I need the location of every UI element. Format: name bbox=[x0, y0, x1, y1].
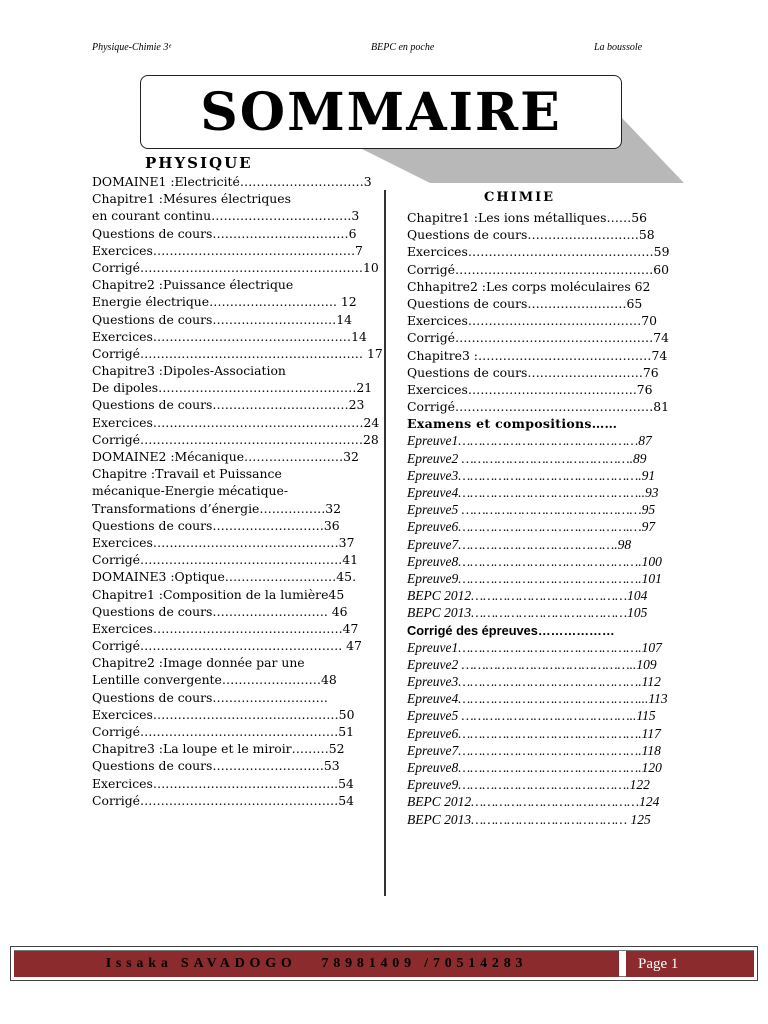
toc-line: Chapitre3 :Dipoles-Association bbox=[92, 363, 286, 379]
title-banner bbox=[140, 75, 622, 149]
toc-line: Corrigé……………………………………………… 17 bbox=[92, 345, 383, 361]
toc-line: mécanique-Energie mécatique- bbox=[92, 483, 289, 499]
toc-line: Epreuve2 …………………………………….89 bbox=[407, 450, 647, 466]
toc-line: Epreuve7……………………………………….118 bbox=[407, 742, 661, 758]
footer-bar bbox=[10, 946, 758, 981]
toc-line: Questions de cours……………………………23 bbox=[92, 397, 365, 413]
examens-heading: Examens et compositions…… bbox=[407, 416, 618, 432]
toc-line: DOMAINE3 :Optique………………………45. bbox=[92, 569, 357, 585]
toc-line: Questions de cours……………………65 bbox=[407, 295, 643, 311]
header-left: Physique-Chimie 3ᵉ bbox=[92, 42, 171, 53]
toc-line: BEPC 2013…………………………………105 bbox=[407, 605, 648, 621]
page-title: SOMMAIRE bbox=[200, 81, 562, 143]
chimie-heading: CHIMIE bbox=[484, 190, 556, 205]
toc-line: Chapitre3 :……………………………………74 bbox=[407, 347, 668, 363]
toc-line: Chhapitre2 :Les corps moléculaires 62 bbox=[407, 278, 651, 294]
toc-line: Epreuve3……………………………………….112 bbox=[407, 674, 661, 690]
toc-line: Chapitre1 :Les ions métalliques……56 bbox=[407, 210, 648, 225]
toc-line: Energie électrique…………………………. 12 bbox=[92, 294, 357, 310]
toc-line: Epreuve6……………………………………….117 bbox=[407, 725, 661, 741]
toc-line: Epreuve6…………………………………….…97 bbox=[407, 519, 656, 535]
toc-line: Epreuve8……………………………………….120 bbox=[407, 760, 662, 775]
toc-line: Chapitre2 :Image donnée par une bbox=[92, 655, 305, 671]
corrige-heading: Corrigé des épreuves……………… bbox=[407, 622, 615, 638]
physique-heading: PHYSIQUE bbox=[145, 154, 253, 172]
toc-line: BEPC 2013………………………………… 125 bbox=[407, 811, 651, 827]
toc-line: Questions de cours………………………. 46 bbox=[92, 603, 348, 619]
toc-line: Epreuve9……………………………………….101 bbox=[407, 570, 662, 586]
toc-line: Epreuve5 ……………………………………..115 bbox=[407, 708, 656, 724]
toc-line: Exercices…………………………………………14 bbox=[92, 328, 367, 344]
toc-line: Corrigé………………………………………………28 bbox=[92, 431, 379, 447]
toc-line: Epreuve4………………………………………..93 bbox=[407, 485, 659, 500]
toc-line: DOMAINE2 :Mécanique……………………32 bbox=[92, 449, 359, 464]
toc-line: Questions de cours………………………53 bbox=[92, 758, 340, 774]
page-number: Page 1 bbox=[626, 951, 754, 977]
header-right: La boussole bbox=[594, 42, 643, 53]
toc-line: Questions de cours………………………36 bbox=[92, 517, 340, 533]
toc-line: Corrigé…………………………………………54 bbox=[92, 792, 355, 808]
toc-line: BEPC 2012……………………………………124 bbox=[407, 794, 660, 810]
toc-line: Corrigé…………………………………………81 bbox=[407, 399, 670, 415]
author-contact: Issaka SAVADOGO 78981409 /70514283 bbox=[14, 951, 619, 977]
toc-line: Chapitre1 :Mésures électriques bbox=[92, 191, 291, 207]
toc-line: Chapitre1 :Composition de la lumière45 bbox=[92, 586, 345, 602]
toc-line: Questions de cours……………………….76 bbox=[407, 364, 659, 380]
toc-line: DOMAINE1 :Electricité…………………………3 bbox=[92, 174, 372, 189]
toc-line: Exercices…………….…………………….76 bbox=[407, 381, 653, 397]
toc-line: Exercices……………………………………….47 bbox=[92, 620, 359, 636]
toc-line: Epreuve4………………………………………...113 bbox=[407, 691, 668, 707]
toc-line: Epreuve1………………………………………87 bbox=[407, 433, 652, 449]
toc-line: Epreuve8……………………………………….100 bbox=[407, 553, 662, 569]
toc-line: en courant continu…………………………….3 bbox=[92, 208, 360, 224]
toc-line: Exercices………………………………………50 bbox=[92, 706, 355, 722]
toc-line: Exercices………………………………………37 bbox=[92, 534, 355, 550]
toc-line: Chapitre3 :La loupe et le miroir………52 bbox=[92, 741, 345, 757]
toc-line: Corrigé…………………………………………. 47 bbox=[92, 638, 362, 654]
chimie-toc bbox=[407, 209, 669, 828]
toc-line: Epreuve7………………………………….98 bbox=[407, 536, 632, 552]
toc-line: Corrigé…………………………………………60 bbox=[407, 261, 670, 277]
toc-line: Epreuve5 ………………………………………95 bbox=[407, 502, 656, 518]
toc-line: Corrigé…………………………………………74 bbox=[407, 330, 670, 346]
toc-line: Transformations d’énergie…………….32 bbox=[92, 500, 342, 516]
toc-line: Epreuve1……………………………………….107 bbox=[407, 639, 662, 655]
toc-line: Corrigé………………………………………….41 bbox=[92, 552, 358, 568]
toc-line: Epreuve9…………………………………….122 bbox=[407, 777, 650, 793]
toc-line: Lentille convergente……………………48 bbox=[92, 672, 337, 688]
toc-line: Corrigé………………………………………………10 bbox=[92, 259, 379, 275]
toc-line: Exercices………………………………………….7 bbox=[92, 242, 363, 258]
header-center: BEPC en poche bbox=[371, 42, 435, 53]
toc-line: Exercices……………………………………70 bbox=[407, 313, 658, 329]
toc-line: Chapitre2 :Puissance électrique bbox=[92, 277, 294, 293]
toc-line: Epreuve3……………………………………….91 bbox=[407, 467, 656, 483]
toc-line: Questions de cours………………………. bbox=[92, 689, 328, 705]
toc-line: Exercices……………………………………...54 bbox=[92, 775, 354, 791]
toc-line: De dipoles…………………………………………21 bbox=[92, 380, 373, 396]
toc-line: Questions de cours………………………58 bbox=[407, 227, 655, 243]
toc-line: Epreuve2 ……………………………………..109 bbox=[407, 656, 657, 672]
toc-line: Questions de cours…………………………14 bbox=[92, 311, 353, 327]
toc-line: Exercices………………………………………59 bbox=[407, 244, 670, 260]
toc-line: Corrigé…………………………………………51 bbox=[92, 724, 355, 739]
toc-line: BEPC 2012…………………………………104 bbox=[407, 588, 648, 604]
column-divider bbox=[384, 190, 386, 896]
toc-line: Exercices……………………………………………24 bbox=[92, 414, 380, 430]
toc-line: Questions de cours……………………………6 bbox=[92, 225, 357, 241]
physique-toc bbox=[92, 173, 383, 809]
toc-line: Chapitre :Travail et Puissance bbox=[92, 466, 282, 482]
